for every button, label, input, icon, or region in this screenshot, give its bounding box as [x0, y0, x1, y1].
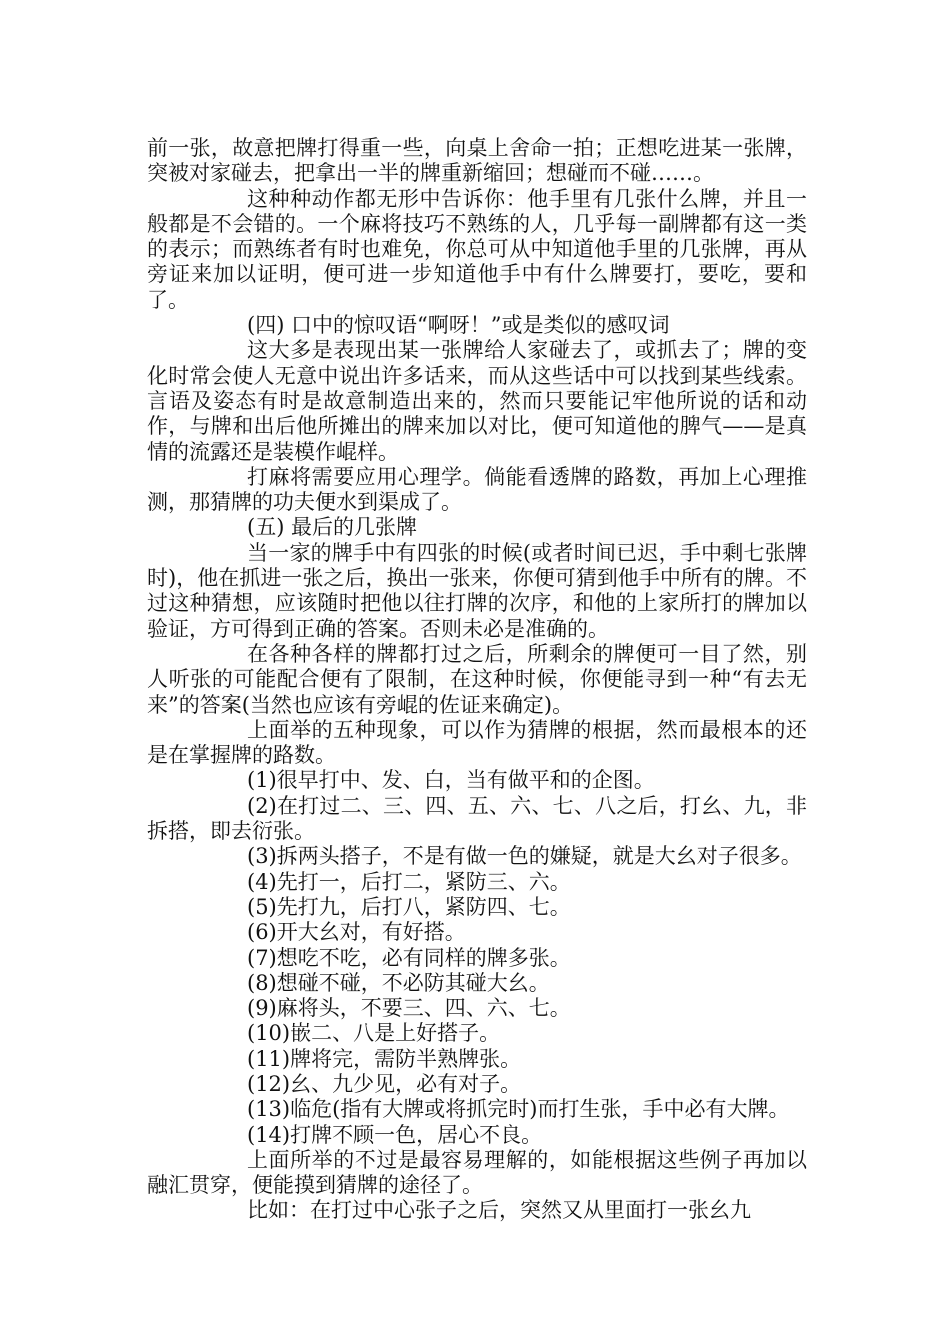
list-item: (14)打牌不顾一色，居心不良。 — [247, 1122, 543, 1147]
list-item: (8)想碰不碰，不必防其碰大幺。 — [247, 970, 550, 995]
paragraph: 上面举的五种现象，可以作为猜牌的根据，然而最根本的还是在掌握牌的路数。 — [147, 717, 807, 768]
list-item: (4)先打一，后打二，紧防三、六。 — [247, 869, 571, 894]
section-heading-4: (四) 口中的惊叹语“啊呀！”或是类似的感叹词 — [247, 313, 670, 338]
paragraph: 打麻将需要应用心理学。倘能看透牌的路数，再加上心理推测，那猜牌的功夫便水到渠成了。 — [147, 464, 807, 515]
paragraph: 比如：在打过中心张子之后，突然又从里面打一张幺九 — [247, 1198, 751, 1223]
list-item: (12)幺、九少见，必有对子。 — [247, 1071, 522, 1096]
list-item: (2)在打过二、三、四、五、六、七、八之后，打幺、九，非拆搭，即去衍张。 — [147, 793, 807, 844]
list-item: (7)想吃不吃，必有同样的牌多张。 — [247, 945, 571, 970]
paragraph: 上面所举的不过是最容易理解的，如能根据这些例子再加以融汇贯穿，便能摸到猜牌的途径了。 — [147, 1147, 807, 1198]
list-item: (13)临危(指有大牌或将抓完时)而打生张，手中必有大牌。 — [247, 1097, 790, 1122]
paragraph: 这种种动作都无形中告诉你：他手里有几张什么牌，并且一般都是不会错的。一个麻将技巧不熟练的人，几乎每一副牌都有这一类的表示；而熟练者有时也难免，你总可从中知道他手里的几张牌，再从旁证来加以证明，便可进一步知道他手中有什么牌要打，要吃，要和了。 — [147, 186, 807, 312]
list-item: (5)先打九，后打八，紧防四、七。 — [247, 894, 571, 919]
section-heading-5: (五) 最后的几张牌 — [247, 515, 418, 540]
paragraph: 前一张，故意把牌打得重一些，向桌上舍命一拍；正想吃进某一张牌，突被对家碰去，把拿出一半的牌重新缩回；想碰而不碰……。 — [147, 136, 807, 186]
list-item: (10)嵌二、八是上好搭子。 — [247, 1021, 501, 1046]
list-item: (9)麻将头，不要三、四、六、七。 — [247, 996, 571, 1021]
paragraph: 这大多是表现出某一张牌给人家碰去了，或抓去了；牌的变化时常会使人无意中说出许多话来，而从这些话中可以找到某些线索。 言语及姿态有时是故意制造出来的，然而只要能记牢他所说的话和动作，与牌和出后他所摊出的牌来加以对比，便可知道他的脾气——是真情的流露还是装模作崐样。 — [147, 338, 807, 464]
list-item: (3)拆两头搭子，不是有做一色的嫌疑，就是大幺对子很多。 — [247, 844, 802, 869]
list-item: (1)很早打中、发、白，当有做平和的企图。 — [247, 768, 655, 793]
paragraph: 在各种各样的牌都打过之后，所剩余的牌便可一目了然，别人听张的可能配合便有了限制，在这种时候，你便能寻到一种“有去无来”的答案(当然也应该有旁崐的佐证来确定)。 — [147, 641, 807, 717]
document-body — [147, 136, 807, 1224]
list-item: (11)牌将完，需防半熟牌张。 — [247, 1046, 522, 1071]
paragraph: 当一家的牌手中有四张的时候(或者时间已迟，手中剩七张牌时)，他在抓进一张之后，换出一张来，你便可猜到他手中所有的牌。不过这种猜想，应该随时把他以往打牌的次序，和他的上家所打的牌加以验证，方可得到正确的答案。否则未必是准确的。 — [147, 540, 807, 641]
list-item: (6)开大幺对，有好搭。 — [247, 920, 466, 945]
